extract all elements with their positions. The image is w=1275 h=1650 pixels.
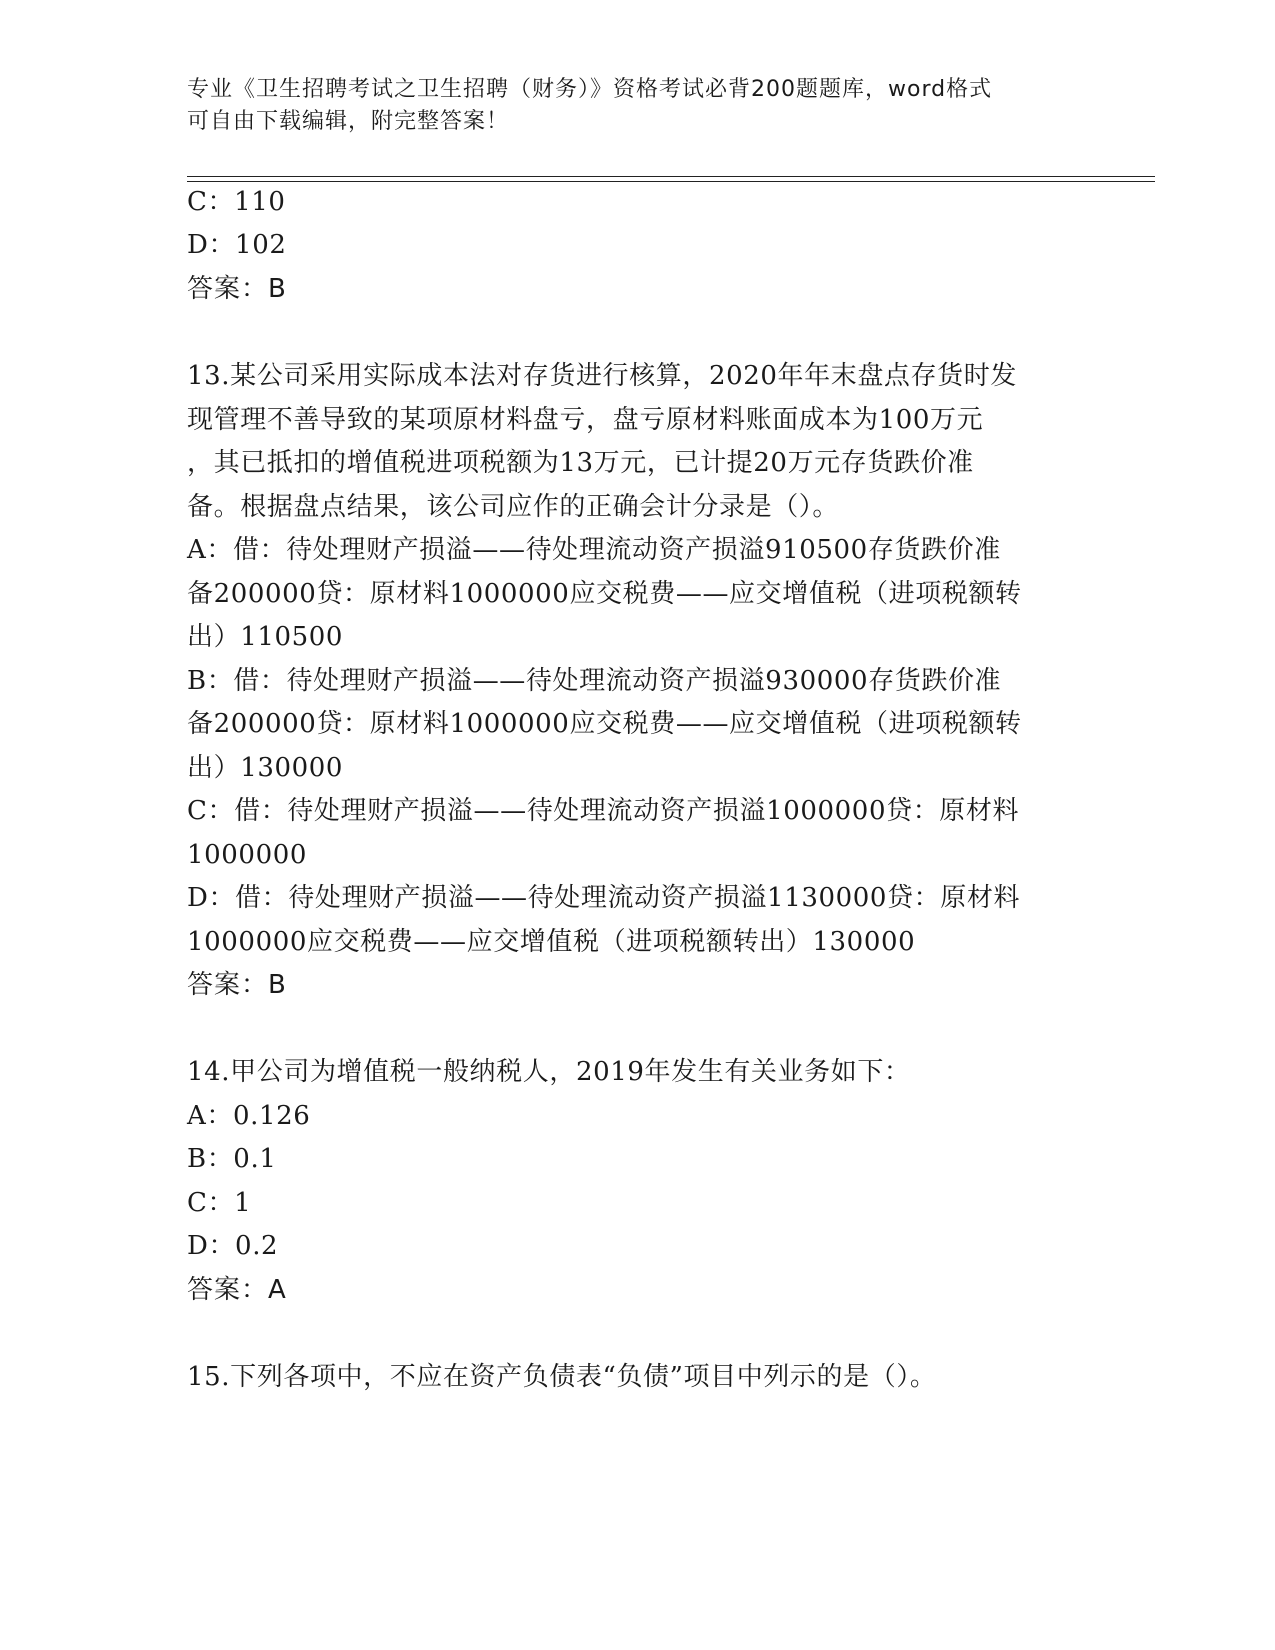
q14-option-b: B：0.1 bbox=[187, 1144, 277, 1174]
q13-stem-line-2: 现管理不善导致的某项原材料盘亏，盘亏原材料账面成本为100万元 bbox=[187, 405, 984, 435]
q13-option-b-line-1: B：借：待处理财产损溢——待处理流动资产损溢930000存货跌价准 bbox=[187, 666, 1002, 696]
header-line-2: 可自由下载编辑，附完整答案！ bbox=[187, 109, 510, 134]
q13-option-a-line-2: 备200000贷：原材料1000000应交税费——应交增值税（进项税额转 bbox=[187, 579, 1022, 609]
q12-answer: 答案：B bbox=[187, 274, 287, 304]
q14-stem: 14.甲公司为增值税一般纳税人，2019年发生有关业务如下： bbox=[187, 1057, 911, 1087]
q13-stem-line-4: 备。根据盘点结果，该公司应作的正确会计分录是（）。 bbox=[187, 492, 840, 522]
q13-option-d-line-2: 1000000应交税费——应交增值税（进项税额转出）130000 bbox=[187, 927, 916, 957]
q13-answer: 答案：B bbox=[187, 970, 287, 1000]
q14-option-a: A：0.126 bbox=[187, 1101, 311, 1131]
q13-option-d-line-1: D：借：待处理财产损溢——待处理流动资产损溢1130000贷：原材料 bbox=[187, 883, 1021, 913]
header-line-1: 专业《卫生招聘考试之卫生招聘（财务）》资格考试必背200题题库，word格式 bbox=[187, 77, 993, 102]
document-header bbox=[187, 74, 1087, 138]
q13-option-c-line-1: C：借：待处理财产损溢——待处理流动资产损溢1000000贷：原材料 bbox=[187, 796, 1020, 826]
q13-stem-line-1: 13.某公司采用实际成本法对存货进行核算，2020年年末盘点存货时发 bbox=[187, 361, 1017, 391]
header-double-rule bbox=[187, 176, 1155, 182]
q13-option-c-line-2: 1000000 bbox=[187, 840, 307, 870]
q15-stem: 15.下列各项中，不应在资产负债表“负债”项目中列示的是（）。 bbox=[187, 1362, 937, 1392]
q12-option-d: D：102 bbox=[187, 230, 287, 260]
q13-option-a-line-3: 出）110500 bbox=[187, 622, 344, 652]
q14-option-c: C：1 bbox=[187, 1188, 252, 1218]
q14-option-d: D：0.2 bbox=[187, 1231, 279, 1261]
q12-option-c: C：110 bbox=[187, 187, 286, 217]
q13-option-a-line-1: A：借：待处理财产损溢——待处理流动资产损溢910500存货跌价准 bbox=[187, 535, 1001, 565]
q13-option-b-line-2: 备200000贷：原材料1000000应交税费——应交增值税（进项税额转 bbox=[187, 709, 1022, 739]
q14-answer: 答案：A bbox=[187, 1275, 287, 1305]
q13-stem-line-3: ，其已抵扣的增值税进项税额为13万元，已计提20万元存货跌价准 bbox=[187, 448, 974, 478]
q13-option-b-line-3: 出）130000 bbox=[187, 753, 344, 783]
